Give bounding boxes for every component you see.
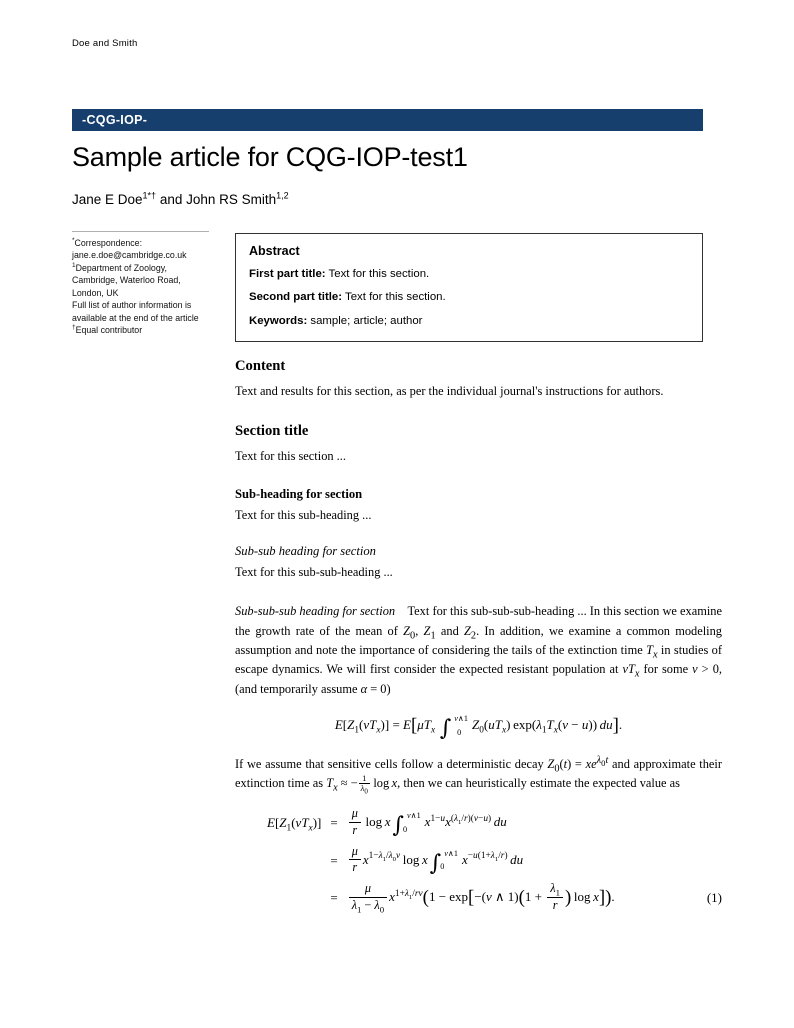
abstract-keywords bbox=[249, 314, 689, 329]
content-heading: Content bbox=[235, 358, 286, 374]
equation-block bbox=[267, 808, 722, 913]
journal-banner-label: -CQG-IOP- bbox=[82, 113, 148, 127]
equals-sign-2: = bbox=[330, 852, 338, 868]
between-equations-paragraph: If we assume that sensitive cells follow a deterministic decay $Z_0(t) = xe^{\lambda_0t}$ and approximate their extinction time as $T_x$ ≈ − $\frac{1}{\lambda_0}$ log x, then we can heuristically estimate the expected value as bbox=[235, 754, 722, 796]
abstract-keywords-label: Keywords: bbox=[249, 314, 308, 327]
display-equation: $E[Z_1(vT_x)] = E[\mu T_x$ ∫ v∧1 0 $Z_0(uT_x) \exp(\lambda_1T_x(v - u))$ du]. bbox=[334, 714, 623, 742]
article-body bbox=[235, 358, 722, 913]
section-paragraph: Text for this section ... bbox=[235, 449, 346, 464]
journal-banner bbox=[72, 109, 703, 131]
abstract-box bbox=[235, 233, 703, 342]
abstract-second-part bbox=[249, 290, 689, 305]
equal-contributor-note: †Equal contributor bbox=[72, 324, 143, 336]
sub-sub-heading: Sub-sub heading for section bbox=[235, 544, 376, 559]
abstract-first-part bbox=[249, 267, 689, 282]
sub-sub-heading-paragraph: Text for this sub-sub-heading ... bbox=[235, 565, 393, 580]
equals-sign-1: = bbox=[330, 815, 338, 831]
article-title: Sample article for CQG-IOP-test1 bbox=[72, 142, 468, 172]
equals-sign-3: = bbox=[330, 890, 338, 906]
equation-rhs-3: $\frac{\mu}{\lambda_1 - \lambda_0}$ $x^{1+\lambda_1/rv}(1 - \exp[-(v$ ∧ 1)(1 + $\frac{\lambda_1}{r}$ ) log x]). bbox=[347, 883, 615, 913]
abstract-second-part-label: Second part title: bbox=[249, 291, 343, 304]
abstract-first-part-text: Text for this section. bbox=[328, 268, 430, 280]
abstract-first-part-label: First part title: bbox=[249, 268, 326, 280]
affiliation-text: $^1$Department of Zoology, Cambridge, Waterloo Road, London, UK bbox=[72, 262, 181, 298]
author-info-note: Full list of author information is available at the end of the article bbox=[72, 300, 199, 323]
sub-heading-paragraph: Text for this sub-heading ... bbox=[235, 507, 372, 522]
sub-sub-sub-paragraph: Sub-sub-sub heading for section Text for this sub-sub-sub-heading ... In this section we examine the growth rate of the mean of $Z_0$, $Z_1$ and $Z_2$. In addition, we examine a common modeling assumption and note the importance of considering the tails of the extinction time $T_x$ in studies of escape dynamics. We will first consider the expected resistant population at $vT_x$ for some v > 0, (and temporarily assume α = 0) bbox=[235, 604, 723, 696]
abstract-keywords-text: sample; article; author bbox=[310, 314, 423, 327]
equation-number: (1) bbox=[706, 890, 722, 906]
abstract-second-part-text: Text for this section. bbox=[345, 291, 446, 304]
equation-rhs-1: $\frac{\mu}{r}$ log x∫ v∧1 0 $x^{1-u}x^{(\lambda_1/r)(v-u)}$ du bbox=[347, 808, 615, 838]
correspondence-label: *Correspondence: bbox=[72, 237, 143, 248]
sub-heading: Sub-heading for section bbox=[235, 486, 363, 501]
running-header: Doe and Smith bbox=[72, 38, 138, 49]
content-paragraph: Text and results for this section, as per the individual journal's instructions for authors. bbox=[235, 384, 664, 398]
correspondence-email: jane.e.doe@cambridge.co.uk bbox=[72, 250, 187, 261]
equation-lhs: $E[Z_1(vT_x)]$ bbox=[267, 815, 322, 834]
equation-rhs-2: $\frac{\mu}{r}$ $x^{1-\lambda_1/\lambda_0v}$ log x∫ v∧1 0 $x^{-u(1+\lambda_1/r)}$ du bbox=[347, 846, 615, 876]
abstract-title: Abstract bbox=[249, 244, 300, 258]
section-title-heading: Section title bbox=[235, 423, 309, 440]
authors-line: Jane E Doe$^{1*\dagger}$ and John RS Smith$^{1,2}$ bbox=[72, 190, 289, 207]
correspondence-sidebar bbox=[72, 231, 209, 337]
